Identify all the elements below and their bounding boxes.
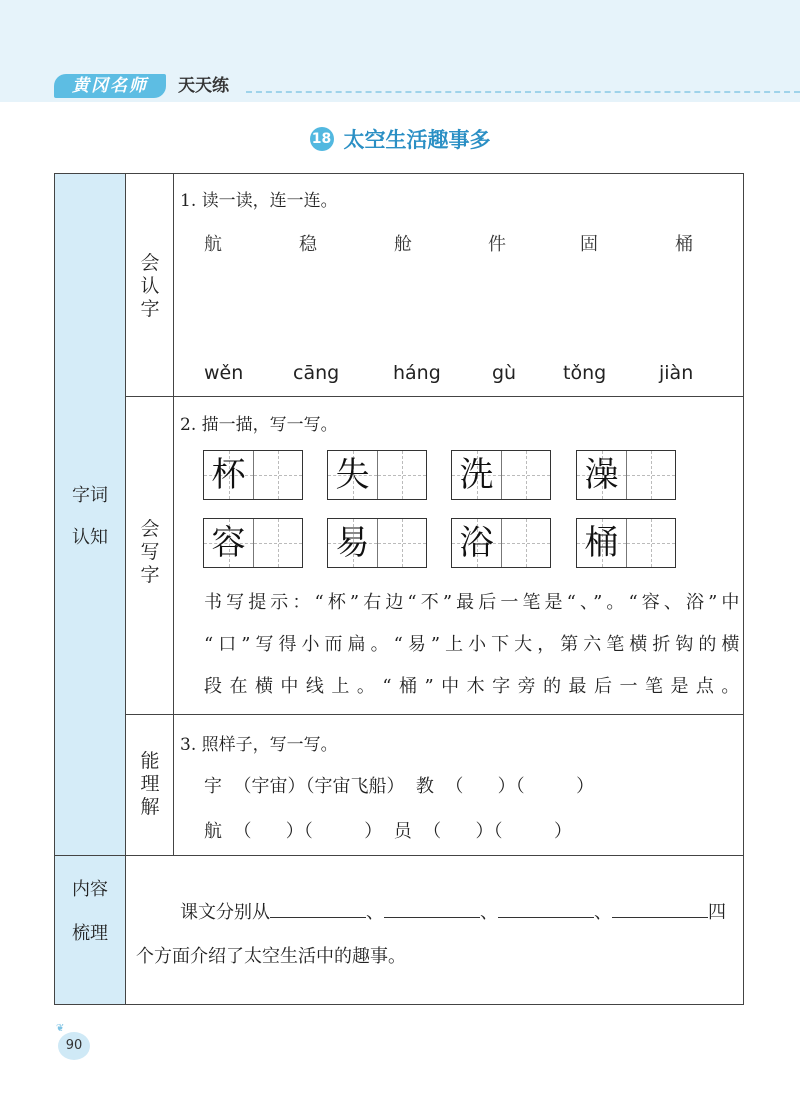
- match-pinyin[interactable]: háng: [393, 362, 441, 384]
- lesson-number-badge: 18: [310, 127, 334, 151]
- writing-tip-line: 书写提示：“杯”右边“不”最后一笔是“、”。“容、浴”中: [204, 592, 740, 613]
- tianzige-grid[interactable]: [576, 450, 676, 500]
- summary-separator: 、: [594, 902, 612, 923]
- answer-blank[interactable]: [612, 899, 708, 918]
- tianzige-grid[interactable]: [576, 518, 676, 568]
- model-character: 浴: [459, 523, 494, 563]
- label-char: 字: [140, 298, 160, 320]
- label-char: 能: [140, 750, 160, 772]
- writing-tip-line: 段在横中线上。“桶”中木字旁的最后一笔是点。: [204, 676, 740, 697]
- series-label: 天天练: [178, 76, 229, 96]
- category-cell-word-cognition: [55, 174, 126, 856]
- model-character: 杯: [211, 455, 246, 495]
- header-divider: [246, 91, 800, 93]
- answer-blank[interactable]: [270, 899, 366, 918]
- match-pinyin[interactable]: jiàn: [659, 362, 694, 384]
- question-3-title: 3. 照样子，写一写。: [180, 735, 338, 755]
- model-character: 桶: [584, 523, 619, 563]
- brand-logo: 黄冈名师: [54, 74, 166, 98]
- label-char: 理: [140, 773, 160, 795]
- model-character: 失: [335, 455, 370, 495]
- category-label: 认知: [72, 527, 108, 548]
- section-label-understand: [126, 750, 174, 819]
- match-pinyin[interactable]: gù: [492, 362, 517, 384]
- summary-line-2: 个方面介绍了太空生活中的趣事。: [136, 946, 406, 967]
- model-character: 洗: [459, 455, 494, 495]
- tianzige-grid[interactable]: [327, 518, 427, 568]
- tianzige-grid[interactable]: [203, 450, 303, 500]
- label-char: 字: [140, 564, 160, 586]
- leaf-icon: ❦: [56, 1023, 65, 1034]
- label-char: 写: [140, 541, 160, 563]
- label-char: 解: [140, 796, 160, 818]
- summary-prefix: 课文分别从: [180, 902, 270, 923]
- section-label-write: [126, 518, 174, 587]
- model-character: 澡: [584, 455, 619, 495]
- match-pinyin[interactable]: wěn: [204, 362, 244, 384]
- match-character[interactable]: 固: [580, 234, 598, 255]
- page-number: 90: [58, 1032, 90, 1060]
- answer-blank[interactable]: [384, 899, 480, 918]
- question-1-title: 1. 读一读，连一连。: [180, 191, 338, 211]
- tianzige-grid[interactable]: [203, 518, 303, 568]
- match-pinyin[interactable]: cāng: [293, 362, 340, 384]
- match-character[interactable]: 航: [204, 234, 222, 255]
- row-divider: [125, 714, 743, 715]
- answer-blank[interactable]: [498, 899, 594, 918]
- category-cell-content-outline: [55, 856, 126, 1004]
- lesson-heading: [0, 124, 800, 154]
- lesson-title: 太空生活趣事多: [343, 128, 491, 152]
- tianzige-grid[interactable]: [327, 450, 427, 500]
- section-label-recognize: [126, 252, 174, 321]
- summary-suffix: 四: [708, 902, 726, 923]
- writing-tip: [204, 582, 740, 708]
- match-character[interactable]: 件: [488, 234, 506, 255]
- writing-tip-line: “口”写得小而扁。“易”上小下大，第六笔横折钩的横: [204, 634, 740, 655]
- model-character: 容: [211, 523, 246, 563]
- category-label: 内容: [72, 879, 108, 900]
- match-character[interactable]: 稳: [299, 234, 317, 255]
- category-label: 字词: [72, 485, 108, 506]
- row-divider: [125, 396, 743, 397]
- match-character[interactable]: 桶: [675, 234, 693, 255]
- task-line[interactable]: 航 （ ）（ ） 员 （ ）（ ）: [204, 821, 572, 842]
- label-char: 会: [140, 518, 160, 540]
- tianzige-grid[interactable]: [451, 450, 551, 500]
- tianzige-grid[interactable]: [451, 518, 551, 568]
- model-character: 易: [335, 523, 370, 563]
- match-character[interactable]: 舱: [394, 234, 412, 255]
- category-label: 梳理: [72, 923, 108, 944]
- summary-separator: 、: [480, 902, 498, 923]
- question-2-title: 2. 描一描，写一写。: [180, 415, 338, 435]
- row-divider: [55, 855, 743, 856]
- summary-separator: 、: [366, 902, 384, 923]
- match-pinyin[interactable]: tǒng: [563, 362, 607, 384]
- example-line: 宇 （宇宙）（宇宙飞船） 教 （ ）（ ）: [204, 776, 595, 797]
- label-char: 认: [140, 275, 160, 297]
- summary-line-1: [180, 898, 726, 924]
- label-char: 会: [140, 252, 160, 274]
